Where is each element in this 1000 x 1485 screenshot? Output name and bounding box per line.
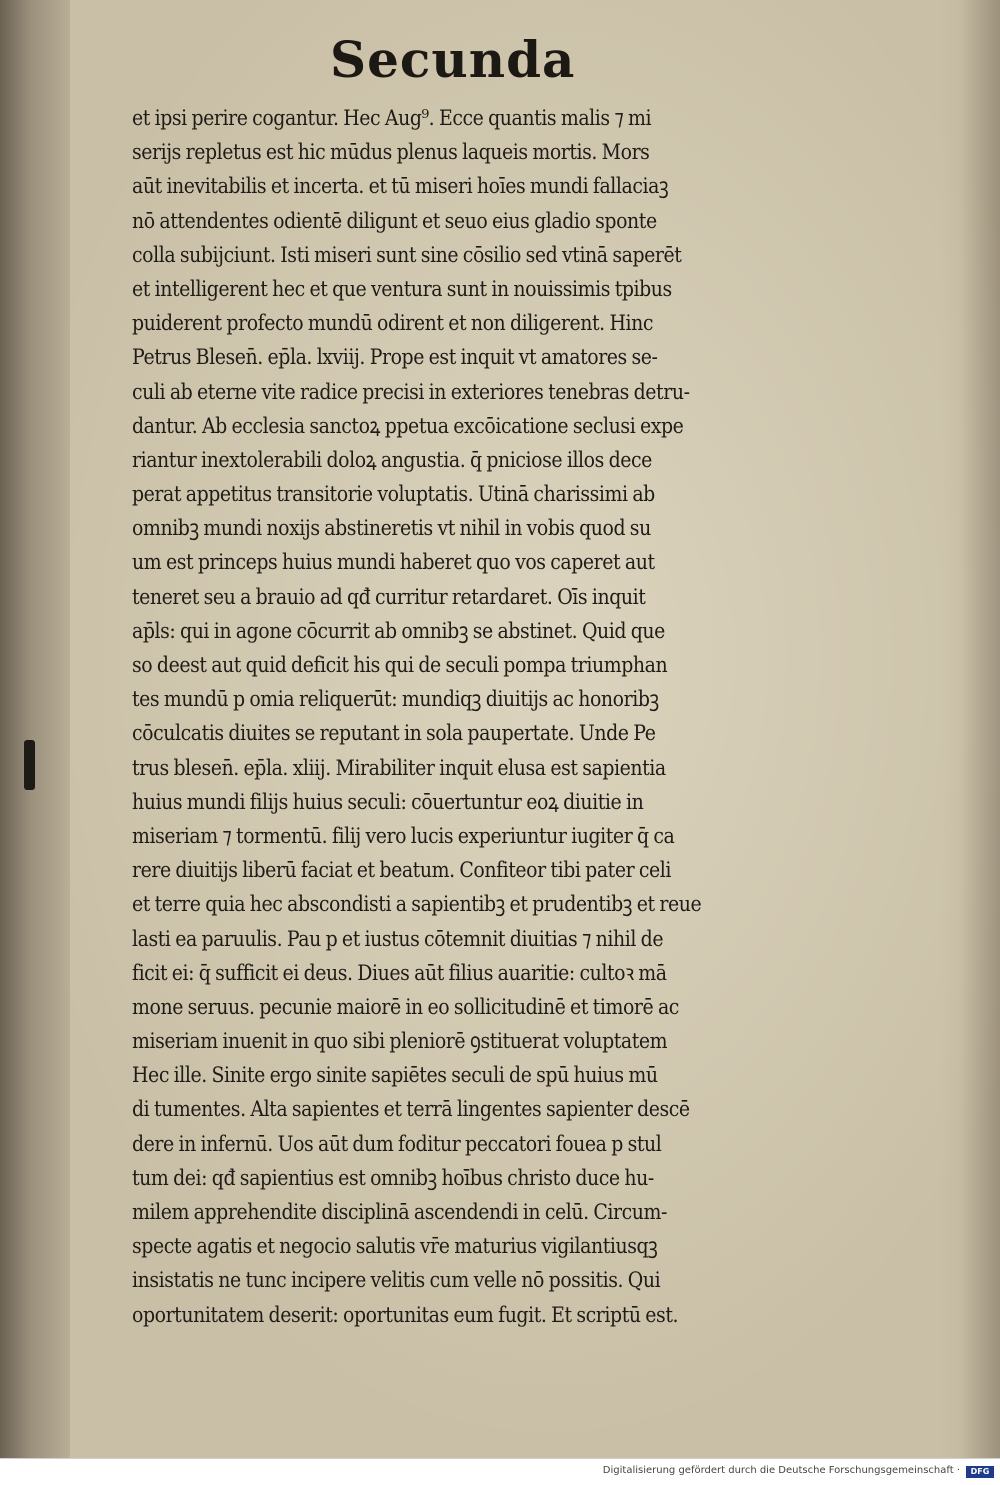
text-line: milem apprehendite disciplinā ascendendi in celū. Circum- <box>132 1200 667 1225</box>
page-edge-shadow <box>960 0 1000 1458</box>
text-line: Hec ille. Sinite ergo sinite sapiētes seculi de spū huius mū <box>132 1063 658 1089</box>
text-line: nō attendentes odientē diligunt et seuo eius gladio sponte <box>132 208 657 234</box>
text-line: omnibꝫ mundi noxijs abstineretis vt nihil in vobis quod su <box>132 516 651 542</box>
text-line: oportunitatem deserit: oportunitas eum fugit. Et scriptū est. <box>132 1302 679 1328</box>
text-line: et ipsi perire cogantur. Hec Aug⁹. Ecce quantis malis ⁊ mi <box>132 106 652 131</box>
text-line: puiderent profecto mundū odirent et non diligerent. Hinc <box>132 311 654 337</box>
page-heading: Secunda <box>330 30 576 89</box>
text-line: et intelligerent hec et que ventura sunt in nouissimis tpibus <box>132 276 672 302</box>
text-line: tum dei: qđ sapientius est omnibꝫ hoībus christo duce hu- <box>132 1165 654 1191</box>
text-line: perat appetitus transitorie voluptatis. Utinā charissimi ab <box>132 482 655 508</box>
text-line: so deest aut quid deficit his qui de seculi pompa triumphan <box>132 653 668 678</box>
text-line: um est princeps huius mundi haberet quo vos caperet aut <box>132 550 655 576</box>
text-line: miseriam ⁊ tormentū. filij vero lucis experiuntur iugiter q̄ ca <box>132 823 675 849</box>
text-line: di tumentes. Alta sapientes et terrā lingentes sapienter descē <box>132 1097 690 1123</box>
text-line: insistatis ne tunc incipere velitis cum velle nō possitis. Qui <box>132 1268 661 1294</box>
text-line: trus blesen̄. ep̄la. xliij. Mirabiliter inquit elusa est sapientia <box>132 755 666 781</box>
text-line: ap̄ls: qui in agone cōcurrit ab omnibꝫ se abstinet. Quid que <box>132 618 665 644</box>
footer-bar <box>0 1458 1000 1485</box>
text-line: huius mundi filijs huius seculi: cōuertuntur eoꝝ diuitie in <box>132 789 644 815</box>
text-line: et terre quia hec abscondisti a sapientibꝫ et prudentibꝫ et reue <box>132 892 702 918</box>
text-line: dere in infernū. Uos aūt dum foditur peccatori fouea p stul <box>132 1131 662 1157</box>
funding-credit: Digitalisierung gefördert durch die Deutsche Forschungsgemeinschaft · <box>602 1465 960 1476</box>
text-line: mone seruus. pecunie maiorē in eo sollicitudinē et timorē ac <box>132 994 679 1020</box>
text-line: culi ab eterne vite radice precisi in exteriores tenebras detru- <box>132 379 690 405</box>
page-gutter <box>0 0 70 1458</box>
text-line: lasti ea paruulis. Pau p et iustus cōtemnit diuitias ⁊ nihil de <box>132 926 664 952</box>
text-line: colla subijciunt. Isti miseri sunt sine cōsilio sed vtinā saperēt <box>132 242 682 268</box>
text-line: ficit ei: q̄ sufficit ei deus. Diues aūt filius auaritie: cultoꝛ mā <box>132 960 667 986</box>
gutter-mark <box>24 740 35 790</box>
text-line: rere diuitijs liberū faciat et beatum. Confiteor tibi pater celi <box>132 858 672 884</box>
body-text <box>132 102 782 1333</box>
text-line: cōculcatis diuites se reputant in sola paupertate. Unde Pe <box>132 721 656 747</box>
text-line: dantur. Ab ecclesia sanctoꝝ ppetua excōicatione seclusi expe <box>132 413 684 439</box>
text-line: aūt inevitabilis et incerta. et tū miseri hoīes mundi fallaciaꝫ <box>132 174 669 200</box>
text-line: miseriam inuenit in quo sibi pleniorē ꝯstituerat voluptatem <box>132 1029 668 1055</box>
text-line: riantur inextolerabili doloꝝ angustia. q̄ pniciose illos dece <box>132 447 652 473</box>
text-line: Petrus Blesen̄. ep̄la. lxviij. Prope est inquit vt amatores se- <box>132 345 658 371</box>
text-line: teneret seu a brauio ad qđ curritur retardaret. Oīs inquit <box>132 584 646 610</box>
text-line: tes mundū p omia reliquerūt: mundiqꝫ diuitijs ac honoribꝫ <box>132 687 659 713</box>
text-line: specte agatis et negocio salutis vr̄e maturius vigilantiusqꝫ <box>132 1234 658 1260</box>
text-line: serijs repletus est hic mūdus plenus laqueis mortis. Mors <box>132 140 650 166</box>
dfg-logo[interactable]: DFG <box>966 1466 994 1478</box>
